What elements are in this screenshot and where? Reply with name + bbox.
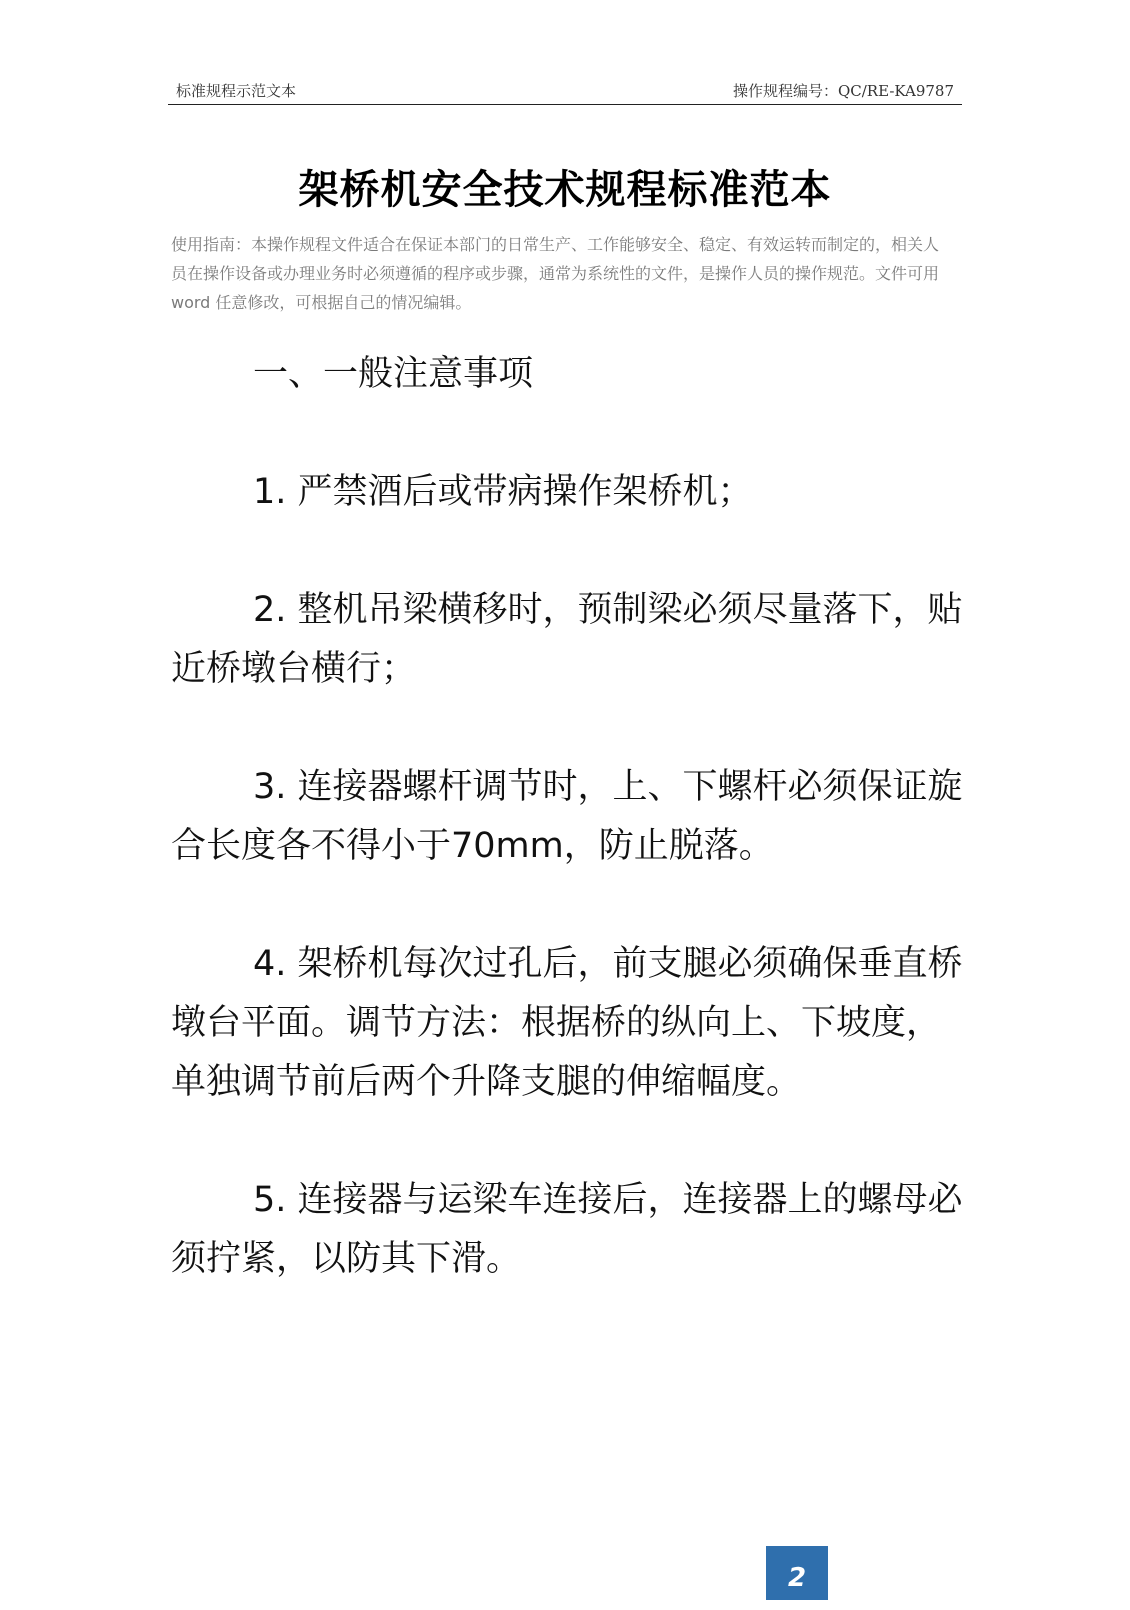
header-left-text: 标准规程示范文本	[176, 82, 297, 100]
page-header	[168, 78, 962, 105]
list-item: 2. 整机吊梁横移时，预制梁必须尽量落下，贴近桥墩台横行；	[171, 590, 963, 689]
document-body	[171, 345, 971, 1289]
list-item: 4. 架桥机每次过孔后，前支腿必须确保垂直桥墩台平面。调节方法：根据桥的纵向上、下坡度，单独调节前后两个升降支腿的伸缩幅度。	[171, 944, 963, 1102]
page-number-badge: 2	[766, 1546, 828, 1600]
document-title: 架桥机安全技术规程标准范本	[298, 167, 832, 213]
usage-guide: 使用指南：本操作规程文件适合在保证本部门的日常生产、工作能够安全、稳定、有效运转而制定的，相关人员在操作设备或办理业务时必须遵循的程序或步骤，通常为系统性的文件，是操作人员的操作规范。文件可用 word 任意修改，可根据自己的情况编辑。	[171, 235, 940, 312]
list-item: 3. 连接器螺杆调节时，上、下螺杆必须保证旋合长度各不得小于70mm，防止脱落。	[171, 767, 963, 866]
list-item: 1. 严禁酒后或带病操作架桥机；	[253, 472, 753, 512]
section-heading: 一、一般注意事项	[253, 354, 534, 394]
header-document-number: 操作规程编号：QC/RE-KA9787	[732, 82, 954, 100]
list-item: 5. 连接器与运梁车连接后，连接器上的螺母必须拧紧，以防其下滑。	[171, 1180, 963, 1279]
